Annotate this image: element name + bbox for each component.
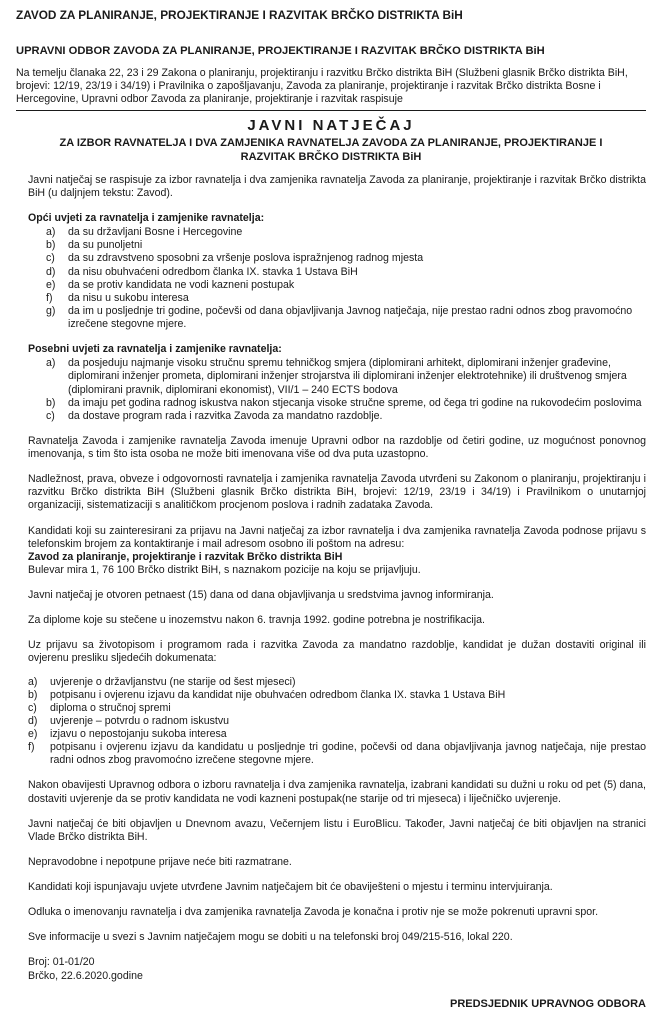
list-item-text: da su punoljetni [68,239,143,252]
list-item-text: da nisu obuhvaćeni odredbom članka IX. stavka 1 Ustava BiH [68,265,358,278]
special-conditions-list [28,357,646,423]
appointment-paragraph: Ravnatelja Zavoda i zamjenike ravnatelja Zavoda imenuje Upravni odbor na razdoblje od četiri godine, uz mogućnost ponovnog imenovanja, s tim što ista osoba ne može biti imenovana više od dva puta uzastopno. [28,434,646,461]
list-item-label: c) [46,409,55,422]
document-meta [28,956,646,982]
content-block [16,174,646,983]
after-selection-paragraph: Nakon obavijesti Upravnog odbora o izboru ravnatelja i dva zamjenika ravnatelja, izabrani kandidati su dužni u roku od pet (5) dana, dostaviti uvjerenje da se protiv kandidata ne vodi kazneni postupak(ne starije od tri mjeseca) i liječničko uvjerenje. [28,779,646,805]
list-item-text: uvjerenje o državljanstvu (ne starije od šest mjeseci) [50,675,296,688]
notification-paragraph: Kandidati koji ispunjavaju uvjete utvrđene Javnim natječajem bit će obaviješteni o mjestu i terminu intervjuiranja. [28,881,553,894]
list-item [28,715,646,728]
list-item-label: b) [46,396,56,409]
list-item [46,305,646,331]
general-conditions-list [28,226,646,331]
list-item-label: b) [46,239,56,252]
list-item-text: diploma o stručnoj spremi [50,701,171,714]
special-conditions-title: Posebni uvjeti za ravnatelja i zamjenike ravnatelja: [28,343,282,356]
address-line-1: Zavod za planiranje, projektiranje i razvitak Brčko distrikta BiH [28,550,343,563]
list-item-label: a) [46,357,56,370]
list-item-text: izjavu o nepostojanju sukoba interesa [50,728,227,741]
list-item-text: da su zdravstveno sposobni za vršenje poslova ispražnjenog radnog mjesta [68,252,424,265]
incomplete-paragraph: Nepravodobne i nepotpune prijave neće biti razmatrane. [28,855,292,868]
list-item-text: da su državljani Bosne i Hercegovine [68,226,243,239]
application-paragraph [28,525,646,578]
list-item-label: d) [28,714,38,727]
application-text: Kandidati koji su zainteresirani za prijavu na Javni natječaj za izbor ravnatelja i dva zamjenika ravnatelja Zavoda podnose prijavu s telefonskim brojem za kontaktiranje i mail adresom osobno ili poštom na adresu: [28,524,646,550]
document-subtitle: ZA IZBOR RAVNATELJA I DVA ZAMJENIKA RAVNATELJA ZAVODA ZA PLANIRANJE, PROJEKTIRANJE I RAZVITAK BRČKO DISTRIKTA BiH [59,137,603,163]
lead-paragraph: Javni natječaj se raspisuje za izbor ravnatelja i dva zamjenika ravnatelja Zavoda za planiranje, projektiranje i razvitak Brčko distrikta BiH (u daljnjem tekstu: Zavod). [28,173,646,199]
list-item [46,357,646,396]
list-item [46,410,646,423]
list-item-text: da im u posljednje tri godine, počevši od dana objavljivanja Javnog natječaja, nije prestao radni odnos zbog pravomoćno izrečene stegovne mjere. [68,304,633,331]
address-line-2: Bulevar mira 1, 76 100 Brčko distrikt BiH, s naznakom pozicije na koju se prijavljuju. [28,563,421,576]
list-item-text: uvjerenje – potvrdu o radnom iskustvu [50,714,230,727]
list-item [28,676,646,689]
list-item-text: da dostave program rada i razvitka Zavoda za mandatno razdoblje. [68,409,383,422]
publication-paragraph: Javni natječaj će biti objavljen u Dnevnom avazu, Večernjem listu i EuroBlicu. Također, Javni natječaj će biti objavljen na stranici Vlade Brčko distrikta BiH. [28,817,646,843]
nostrification-paragraph: Za diplome koje su stečene u inozemstvu nakon 6. travnja 1992. godine potrebna je nostrifikacija. [28,614,485,627]
list-item [46,226,646,239]
list-item-label: f) [28,741,35,754]
list-item-label: f) [46,291,53,304]
documents-section [28,639,646,767]
document-title: JAVNI NATJEČAJ [247,116,415,134]
list-item [28,741,646,767]
intro-paragraph: Na temelju članaka 22, 23 i 29 Zakona o planiranju, projektiranju i razvitku Brčko distrikta BiH (Službeni glasnik Brčko distrikta BiH, brojevi: 12/19, 23/19 i 34/19) i Pravilnika o zapošljavanju, Zavoda za planiranje, projektiranje i razvitak Brčko distrikta Bosne i Hercegovine, Upravni odbor Zavoda za planiranje, projektiranje i razvitak raspisuje [16,66,628,105]
list-item-text: da nisu u sukobu interesa [68,291,189,304]
list-item-label: b) [28,688,38,701]
list-item-text: da posjeduju najmanje visoku stručnu spremu tehničkog smjera (diplomirani arhitekt, diplomirani inženjer građevine, diplomirani inženjer prometa, diplomirani inženjer strojarstva ili diplomirani inženjer elektrotehnike) ili društvenog smjera (diplomirani pravnik, diplomirani ekonomist), VII/1 – 240 ECTS bodova [68,357,627,396]
list-item [46,252,646,265]
duties-paragraph: Nadležnost, prava, obveze i odgovornosti ravnatelja i zamjenika ravnatelja Zavoda utvrđeni su Zakonom o planiranju, projektiranju i razvitku Brčko distrikta BiH (Službeni glasnik Brčko distrikta BiH, brojevi: 12/19, 23/19 i 34/19) i Pravilnikom o unutarnjoj organizaciji, sistematizaciji s analitičkom procjenom poslova i radnih zadataka Zavoda. [28,473,646,512]
list-item-text: da se protiv kandidata ne vodi kazneni postupak [68,278,295,291]
list-item [28,702,646,715]
documents-list [28,676,646,768]
list-item-label: g) [46,304,56,317]
list-item-label: e) [46,278,56,291]
list-item-text: potpisanu i ovjerenu izjavu da kandidat nije obuhvaćen odredbom članka IX. stavka 1 Ustava BiH [50,688,506,701]
list-item-label: c) [46,252,55,265]
special-conditions [28,343,646,423]
list-item-label: a) [28,675,38,688]
documents-intro: Uz prijavu sa životopisom i programom rada i razvitka Zavoda za mandatno razdoblje, kandidat je dužan dostaviti original ili ovjerenu presliku sljedećih dokumenata: [28,639,646,665]
list-item [46,279,646,292]
list-item [28,728,646,741]
general-conditions [28,212,646,331]
list-item-label: a) [46,226,56,239]
list-item [46,397,646,410]
general-conditions-title: Opći uvjeti za ravnatelja i zamjenike ravnatelja: [28,212,265,225]
list-item [46,266,646,279]
divider [16,110,646,111]
list-item-label: e) [28,728,38,741]
info-paragraph: Sve informacije u svezi s Javnim natječajem mogu se dobiti u na telefonski broj 049/215-516, lokal 220. [28,931,513,944]
list-item-label: d) [46,265,56,278]
document-date: Brčko, 22.6.2020.godine [28,969,143,982]
list-item-text: potpisanu i ovjerenu izjavu da kandidatu u posljednje tri godine, počevši od dana objavljivanja javnog natječaja, nije prestao radni odnos zbog pravomoćno izrečene stegovne mjere. [50,741,646,767]
list-item-label: c) [28,701,37,714]
list-item [46,239,646,252]
list-item-text: da imaju pet godina radnog iskustva nakon stjecanja visoke stručne spreme, od čega tri godine na rukovodećim poslovima [68,396,642,409]
final-decision-paragraph: Odluka o imenovanju ravnatelja i dva zamjenika ravnatelja Zavoda je konačna i protiv nje se može pokrenuti upravni spor. [28,906,599,919]
open-period-paragraph: Javni natječaj je otvoren petnaest (15) dana od dana objavljivanja u sredstvima javnog informiranja. [28,589,494,602]
list-item [46,292,646,305]
document-number: Broj: 01-01/20 [28,956,95,969]
institution-name: ZAVOD ZA PLANIRANJE, PROJEKTIRANJE I RAZVITAK BRČKO DISTRIKTA BiH [16,8,463,22]
list-item [28,689,646,702]
signature: PREDSJEDNIK UPRAVNOG ODBORA [450,998,646,1011]
board-name: UPRAVNI ODBOR ZAVODA ZA PLANIRANJE, PROJEKTIRANJE I RAZVITAK BRČKO DISTRIKTA BiH [16,44,545,57]
